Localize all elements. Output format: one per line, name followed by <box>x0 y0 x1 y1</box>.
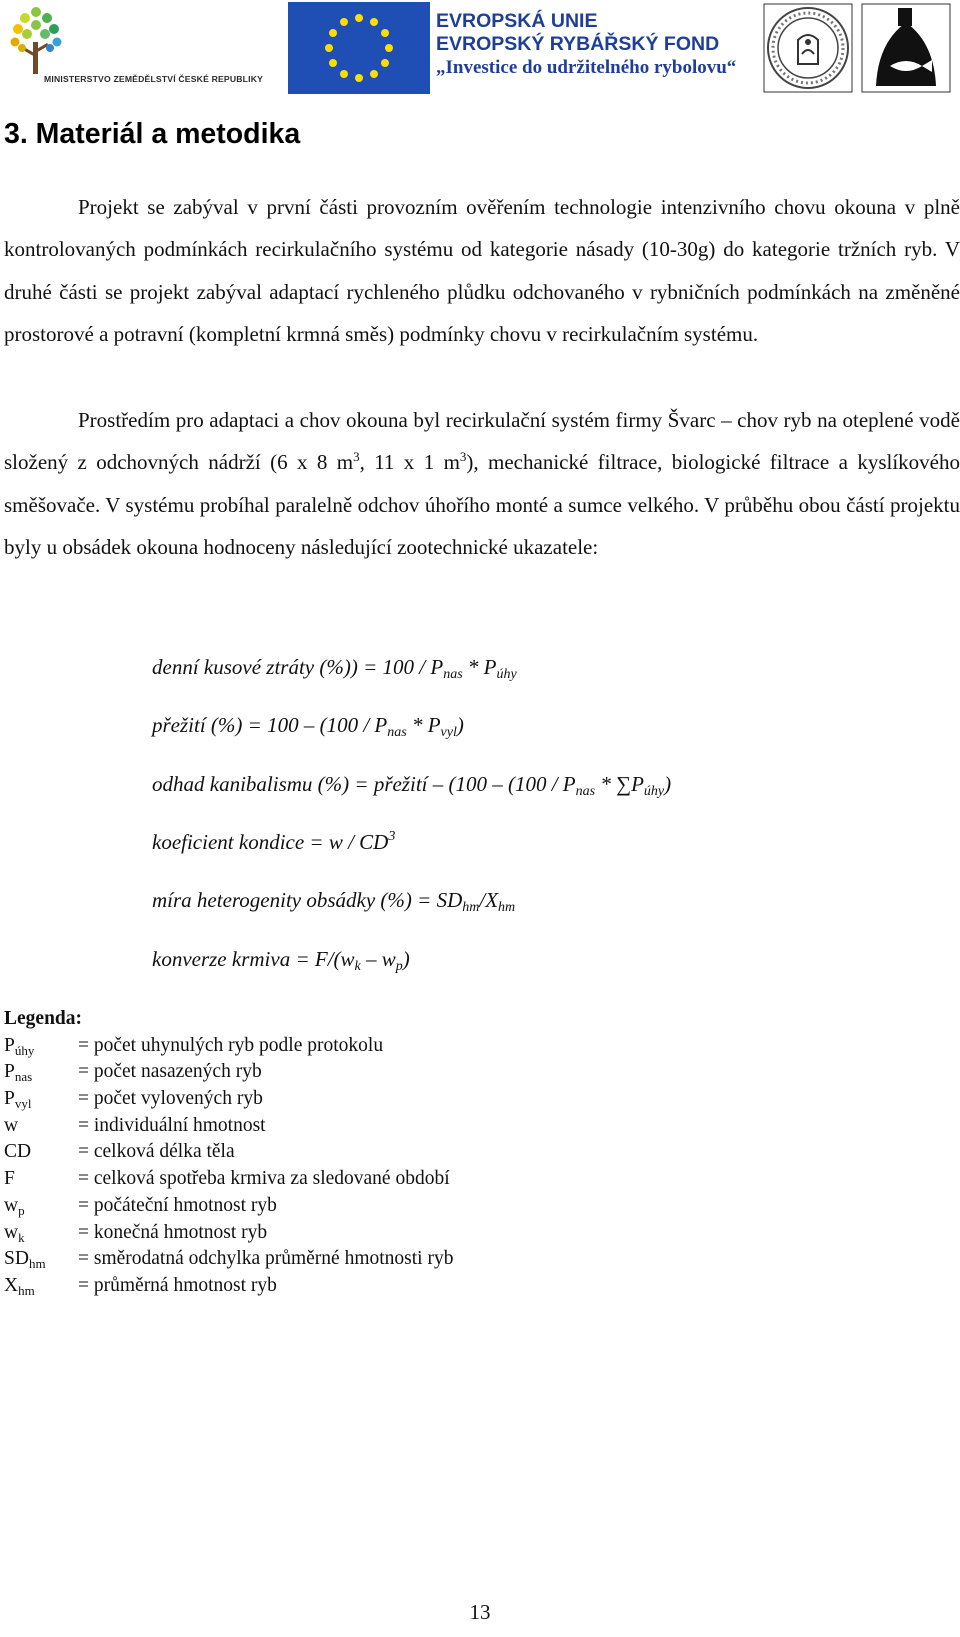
legend-row: $P_{úhy}$ = počet uhynulých ryb podle protokolu <box>4 1034 384 1058</box>
eu-union-label: EVROPSKÁ UNIE <box>436 10 598 32</box>
eu-flag-icon <box>288 2 430 94</box>
ministry-logo <box>6 4 264 94</box>
legend <box>4 1006 704 1300</box>
formula-feed-conversion: konverze krmiva = $F/(w_k - w_p)$ <box>152 947 410 974</box>
legend-row: $w_p$ = počáteční hmotnost ryb <box>4 1194 277 1218</box>
formula-cannibalism: odhad kanibalismu (%) = přežití – ($100 - (100 / P_{nas} * \sum P_{úhy})$ <box>152 772 672 799</box>
superscript-cubed: 3 <box>459 449 467 465</box>
legend-row: $SD_{hm}$ = směrodatná odchylka průměrné hmotnosti ryb <box>4 1248 454 1272</box>
eu-slogan: „Investice do udržitelného rybolovu“ <box>436 57 737 78</box>
legend-row: CD = celková délka těla <box>4 1141 235 1163</box>
eu-fund-text <box>436 10 756 79</box>
ministry-logo-caption: MINISTERSTVO ZEMĚDĚLSTVÍ ČESKÉ REPUBLIKY <box>44 74 264 84</box>
legend-row: F = celková spotřeba krmiva za sledované období <box>4 1168 450 1190</box>
paragraph-system-text-a: Prostředím pro adaptaci a chov okouna byl recirkulační systém firmy Švarc – chov ryb na oteplené vodě složený z odchovných nádrží (6 x 8 m <box>4 408 960 475</box>
seal-and-fish-logo <box>762 2 954 94</box>
legend-row: $P_{vyl}$ = počet vylovených ryb <box>4 1088 263 1112</box>
section-heading: 3. Materiál a metodika <box>4 118 301 150</box>
formula-survival: přežití (%) = $100 - (100 / P_{nas} * P_{vyl})$ <box>152 713 464 740</box>
legend-row: w = individuální hmotnost <box>4 1114 266 1136</box>
eu-fund-label: EVROPSKÝ RYBÁŘSKÝ FOND <box>436 33 720 55</box>
paragraph-system-text-c: ), mechanické filtrace, biologické filtrace a kyslíkového směšovače. V systému probíhal paralelně odchov úhořího monté a sumce velkého. V průběhu obou částí projektu byly u obsádek okouna hodnoceny následující zootechnické ukazatele: <box>4 450 960 559</box>
formula-daily-losses: denní kusové ztráty (%)) = $100 / P_{nas} * P_{úhy}$ <box>152 655 517 682</box>
paragraph-system-text-b: , 11 x 1 m <box>359 450 460 475</box>
paragraph-intro: Projekt se zabýval v první části provozním ověřením technologie intenzivního chovu okouna v plně kontrolovaných podmínkách recirkulačního systému od kategorie násady (10-30g) do kategorie tržních ryb. V druhé části se projekt zabýval adaptací rychleného plůdku odchovaného v rybničních podmínkách na změněné prostorové a potravní (kompletní krmná směs) podmínky chovu v recirkulačním systému. <box>4 195 960 346</box>
formula-heterogeneity: míra heterogenity obsádky (%) = $SD_{hm}/X_{hm}$ <box>152 888 516 915</box>
tree-icon <box>6 4 66 76</box>
legend-row: $w_k$ = konečná hmotnost ryb <box>4 1221 268 1245</box>
formula-condition-coefficient: koeficient kondice = w / $CD^3$ <box>152 829 396 854</box>
legend-title: Legenda: <box>4 1008 82 1029</box>
legend-row: $P_{nas}$ = počet nasazených ryb <box>4 1061 262 1085</box>
legend-row: $X_{hm}$ = průměrná hmotnost ryb <box>4 1274 277 1298</box>
page-number: 13 <box>469 1600 491 1624</box>
university-seal-icon <box>762 2 854 94</box>
superscript-cubed: 3 <box>353 449 360 465</box>
fish-bell-logo-icon <box>860 2 952 94</box>
paragraph-system <box>4 399 960 568</box>
